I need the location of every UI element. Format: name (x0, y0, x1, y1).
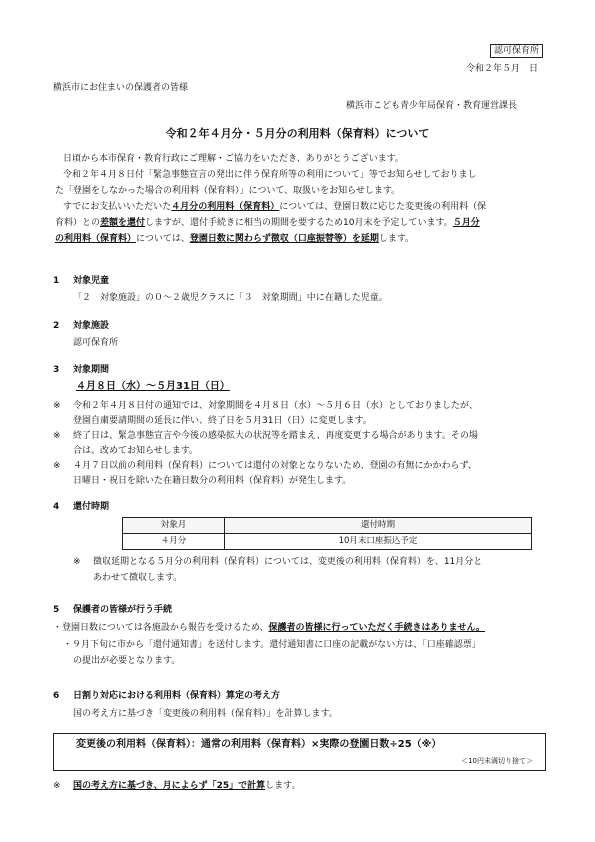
no-procedure-emphasis: 保護者の皆様に行っていただく手続きはありません。 (268, 623, 486, 633)
intro-text: については、 (136, 234, 190, 244)
section-5-text: ・登園日数については各施設から報告を受けるため、 (53, 623, 269, 633)
section-3-note: 日曜日・祝日を除いた在籍日数分の利用料（保育料）が発生します。 (73, 476, 352, 486)
intro-line (63, 201, 486, 214)
document-type-badge: 認可保育所 (490, 44, 543, 58)
table-cell: 10月末口座振込予定 (224, 534, 531, 550)
intro-text: 育料）との (55, 218, 101, 228)
emphasis-deferral: 登園日数に関わらず徴収（口座振替等）を延期 (189, 234, 379, 244)
refund-schedule-table (122, 517, 532, 550)
section-3-note: 令和２年４月８日付の通知では、対象期間を４月８日（水）～５月６日（水）としておりましたが、 (73, 401, 479, 411)
section-5-line: の提出が必要となります。 (73, 656, 181, 666)
column-header: 対象月 (123, 518, 225, 534)
section-3-number: 3 (53, 365, 60, 375)
section-1-body: 「２ 対象施設」の０～２歳児クラスに「３ 対象期間」中に在籍した児童。 (73, 293, 388, 303)
section-4-title: 還付時期 (73, 502, 110, 512)
section-5-line: ・９月下旬に市から「還付通知書」を送付します。還付通知書に口座の記載がない方は、「口座確認票」 (63, 640, 481, 650)
section-3-note: 終了日は、緊急事態宣言や今後の感染拡大の状況等を踏まえ、再度変更する場合があります。その場 (73, 431, 478, 441)
note-mark: ※ (73, 557, 81, 567)
intro-text: すでにお支払いいただいた (63, 202, 172, 212)
intro-line (55, 217, 480, 230)
emphasis-refund: 差額を還付 (100, 218, 146, 228)
emphasis-april-fee: ４月分の利用料（保育料） (171, 202, 280, 212)
section-3-note: 合は、改めてお知らせします。 (73, 446, 199, 456)
rounding-note: ＜10円未満切り捨て＞ (461, 757, 533, 765)
section-5-title: 保護者の皆様が行う手続 (73, 605, 173, 615)
footnote-emphasis: 国の考え方に基づき、月によらず「25」で計算 (73, 781, 266, 791)
section-1-title: 対象児童 (73, 276, 110, 286)
intro-line: 令和２年４月８日付「緊急事態宣言の発出に伴う保育所等の利用について」等でお知らせしておりまし (63, 170, 477, 180)
table-cell: ４月分 (123, 534, 225, 550)
table-row (123, 534, 532, 550)
section-6-number: 6 (53, 691, 60, 701)
section-5-line (53, 622, 485, 635)
section-5-number: 5 (53, 605, 60, 615)
fee-formula: 変更後の利用料（保育料）：通常の利用料（保育料）×実際の登園日数÷25（※） (76, 739, 442, 750)
section-4-number: 4 (53, 502, 60, 512)
fee-formula-box (53, 733, 546, 771)
note-mark: ※ (53, 461, 61, 471)
note-mark: ※ (53, 781, 61, 791)
target-period: ４月８日（水）～５月31日（日） (76, 381, 230, 392)
sender: 横浜市こども青少年局保育・教育運営課長 (346, 101, 518, 111)
section-6-title: 日割り対応における利用料（保育料）算定の考え方 (73, 691, 281, 701)
note-mark: ※ (53, 431, 61, 441)
section-6-body: 国の考え方に基づき「変更後の利用料（保育料）」を計算します。 (73, 709, 338, 719)
intro-line: 日頃から本市保育・教育行政にご理解・ご協力をいただき、ありがとうございます。 (63, 154, 404, 164)
intro-text: します。 (378, 234, 415, 244)
page-title: 令和２年４月分・５月分の利用料（保育料）について (165, 127, 430, 140)
section-3-title: 対象期間 (73, 365, 110, 375)
section-2-number: 2 (53, 321, 60, 331)
footnote-text: します。 (265, 781, 301, 791)
section-2-body: 認可保育所 (73, 338, 119, 348)
emphasis-may-fee-cont: の利用料（保育料） (55, 234, 137, 244)
section-3-note: ４月７日以前の利用料（保育料）については還付の対象となりないため、登園の有無にかかわらず、 (73, 461, 477, 471)
table-header-row (123, 518, 532, 534)
intro-line (55, 233, 414, 246)
intro-text: しますが、還付手続きに相当の期間を要するため10月末を予定しています。 (145, 218, 453, 228)
section-6-footnote (73, 780, 300, 793)
section-4-note: 徴収延期となる５月分の利用料（保育料）については、変更後の利用料（保育料）を、11月分と (93, 557, 483, 567)
column-header: 還付時期 (224, 518, 531, 534)
intro-text: については、登園日数に応じた変更後の利用料（保 (279, 202, 487, 212)
section-4-note: あわせて徴収します。 (93, 573, 183, 583)
issue-date: 令和２年５月 日 (466, 64, 539, 74)
section-2-title: 対象施設 (73, 321, 110, 331)
intro-line: た「登園をしなかった場合の利用料（保育料）」について、取扱いをお知らせします。 (55, 186, 401, 196)
emphasis-may-fee: ５月分 (452, 218, 480, 228)
addressee: 横浜市にお住まいの保護者の皆様 (53, 83, 189, 93)
note-mark: ※ (53, 401, 61, 411)
section-1-number: 1 (53, 276, 60, 286)
section-3-note: 登園自粛要請期間の延長に伴い、終了日を５月31日（日）に変更します。 (73, 416, 372, 426)
